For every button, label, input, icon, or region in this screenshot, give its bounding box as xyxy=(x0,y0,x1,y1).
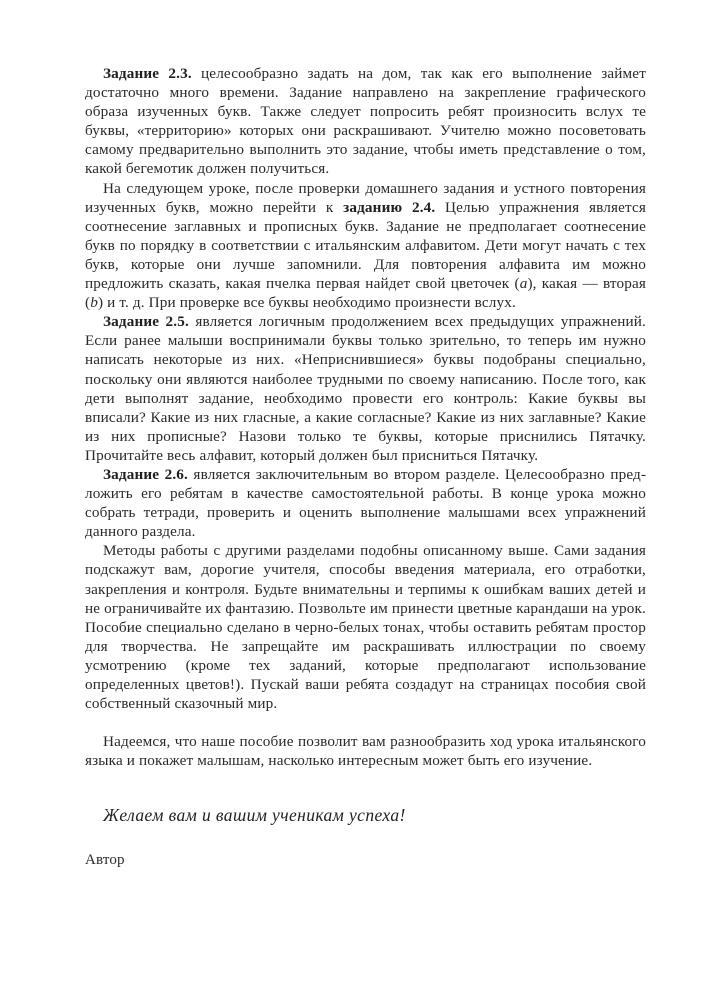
paragraph-text: целесообразно задать на дом, так как его выполнение займет достаточно много времени. Задание направлено на закрепление графического образа изученных букв. Также следует попросить ребят произносить вслух те буквы, «территорию» которых они раскрашивают. Учителю можно посоветовать самому предварительно выполнить это задание, чтобы иметь представление о том, какой бегемотик должен получиться. xyxy=(85,65,646,178)
paragraph-hope: Надеемся, что наше пособие позволит вам разнообразить ход урока итальянского языка и покажет малышам, насколько интересным может быть его изучение. xyxy=(85,733,646,770)
closing-wish: Желаем вам и вашим ученикам успеха! xyxy=(103,805,406,826)
letter-b: b xyxy=(90,294,98,312)
task-label: Задание 2.6. xyxy=(103,465,188,483)
paragraph-text: ), какая — вторая ( xyxy=(85,275,646,312)
task-label: заданию 2.4. xyxy=(343,198,436,216)
paragraph-text: является заключительным во втором разделе. Целесообразно предложить его ребятам в качестве самостоятельной работы. В конце урока можно собрать тетради, проверить и оценить выполнение малышами всех упражнений данного раздела. xyxy=(85,465,646,541)
spacer xyxy=(85,770,646,806)
paragraph-text: является логичным продолжением всех предыдущих упражнений. Если ранее малыши воспринимали буквы только зрительно, то теперь им нужно написать некоторые из них. «Неприснившиеся» буквы подобраны специально, поскольку они являются наиболее трудными по своему написанию. После того, как дети выполнят задание, необходимо провести его контроль: Какие буквы вы вписали? Какие из них гласные, а какие согласные? Какие из них заглавные? Какие из них прописные? Назови только те буквы, которые приснились Пятачку. Прочитайте весь алфавит, который должен был присниться Пятачку. xyxy=(85,313,646,464)
spacer xyxy=(85,713,646,732)
paragraph-task-2-4 xyxy=(85,179,646,313)
paragraph-text: ) и т. д. При проверке все буквы необходимо произнести вслух. xyxy=(97,294,516,312)
paragraph-task-2-3 xyxy=(85,64,646,179)
paragraph-text: Целью упражнения является соотнесение заглавных и прописных букв. Задание не предполагает соотнесение букв по порядку в соответствии с итальянским алфавитом. Дети могут начать с тех букв, которые они лучше запомнили. Для повторения алфавита им можно предложить сказать, какая пчелка первая найдет свой цветочек ( xyxy=(85,198,646,293)
task-label: Задание 2.3. xyxy=(103,65,192,82)
author-signature: Автор xyxy=(85,852,125,869)
document-page xyxy=(85,64,646,871)
paragraph-methods: Методы работы с другими разделами подобны описанному выше. Сами задания подскажут вам, дорогие учителя, способы введения материала, его отработки, закрепления и контроля. Будьте внимательны и терпимы к ошибкам ваших детей и не ограничивайте их фантазию. Позвольте им принести цветные карандаши на урок. Пособие специально сделано в черно-белых тонах, чтобы оставить ребятам простор для творчества. Не запрещайте им раскрашивать иллюстрации по своему усмотрению (кроме тех заданий, которые предполагают использование определенных цветов!). Пускай ваши ребята создадут на страницах пособия свой собственный сказочный мир. xyxy=(85,542,646,713)
paragraph-text: На следующем уроке, после проверки домашнего задания и устного повторения изученных букв, можно перейти к xyxy=(85,179,646,216)
letter-a: a xyxy=(519,275,528,293)
paragraph-task-2-6 xyxy=(85,465,646,541)
task-label: Задание 2.5. xyxy=(103,313,189,331)
paragraph-task-2-5 xyxy=(85,312,646,465)
